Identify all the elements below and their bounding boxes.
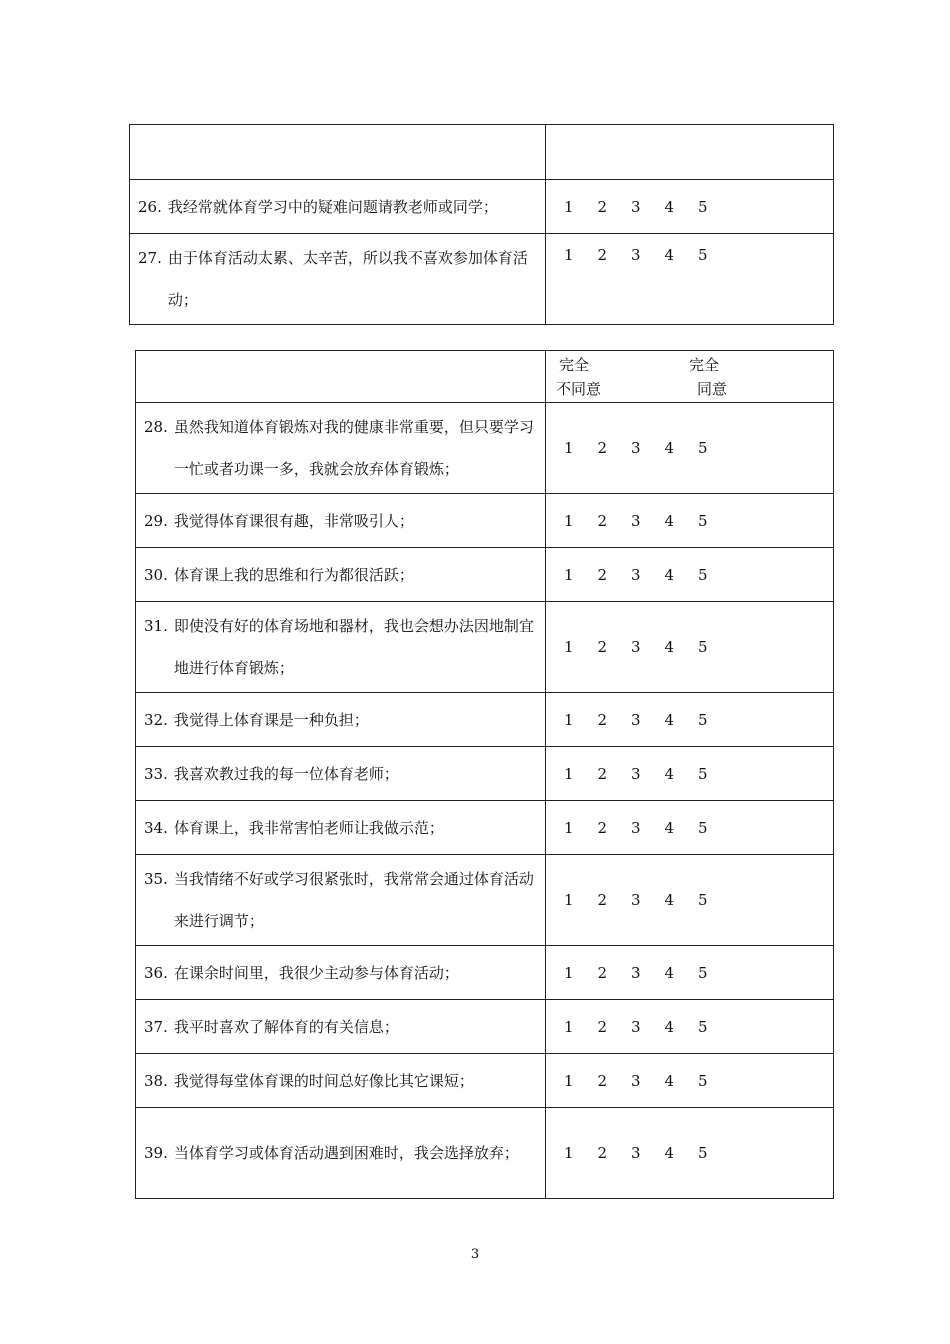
question-cell xyxy=(136,1108,546,1199)
question-number: 30. xyxy=(144,565,168,584)
rating-option[interactable]: 3 xyxy=(631,511,641,530)
question-number: 31. xyxy=(144,617,168,635)
rating-option[interactable]: 3 xyxy=(631,439,641,457)
rating-option[interactable]: 3 xyxy=(631,1071,641,1090)
question-cell xyxy=(136,855,546,946)
question-text: 我觉得上体育课是一种负担； xyxy=(173,710,369,729)
rating-option[interactable]: 1 xyxy=(564,963,574,982)
rating-option[interactable]: 1 xyxy=(564,638,574,656)
rating-cell xyxy=(546,180,834,234)
rating-option[interactable]: 4 xyxy=(664,197,675,216)
rating-option[interactable]: 2 xyxy=(597,764,608,783)
rating-option[interactable]: 5 xyxy=(698,1017,708,1036)
rating-option[interactable]: 3 xyxy=(631,710,641,729)
rating-option[interactable]: 5 xyxy=(698,764,708,783)
blank-header-row xyxy=(130,125,834,180)
scale-right-label-line2: 同意 xyxy=(697,380,728,398)
table-row xyxy=(136,693,834,747)
rating-option[interactable]: 2 xyxy=(597,1071,608,1090)
question-number: 27. xyxy=(138,249,162,267)
rating-option[interactable]: 2 xyxy=(597,710,608,729)
rating-option[interactable]: 2 xyxy=(597,246,608,264)
rating-option[interactable]: 4 xyxy=(664,1071,675,1090)
rating-cell xyxy=(546,403,834,494)
rating-option[interactable]: 1 xyxy=(564,1017,574,1036)
table-row xyxy=(136,855,834,946)
rating-option[interactable]: 4 xyxy=(664,638,675,656)
rating-option[interactable]: 1 xyxy=(564,197,574,216)
question-text: 体育课上我的思维和行为都很活跃； xyxy=(173,565,414,584)
rating-option[interactable]: 2 xyxy=(597,439,608,457)
table-row xyxy=(136,494,834,548)
question-text: 我经常就体育学习中的疑难问题请教老师或同学； xyxy=(167,197,498,216)
question-cell xyxy=(136,403,546,494)
question-number: 37. xyxy=(144,1017,168,1036)
question-number: 26. xyxy=(138,197,162,216)
question-cell xyxy=(136,494,546,548)
question-text: 当我情绪不好或学习很紧张时，我常常会通过体育活动来进行调节； xyxy=(173,870,534,930)
question-cell xyxy=(130,234,546,325)
rating-cell xyxy=(546,747,834,801)
question-number: 29. xyxy=(144,511,168,530)
rating-option[interactable]: 3 xyxy=(631,818,641,837)
rating-cell xyxy=(546,1000,834,1054)
table-row xyxy=(130,234,834,325)
rating-option[interactable]: 4 xyxy=(664,710,675,729)
question-number: 34. xyxy=(144,818,168,837)
blank-cell xyxy=(136,351,546,403)
question-cell xyxy=(136,693,546,747)
rating-cell xyxy=(546,234,834,325)
rating-option[interactable]: 5 xyxy=(698,710,708,729)
rating-option[interactable]: 3 xyxy=(631,246,641,264)
question-text: 我平时喜欢了解体育的有关信息； xyxy=(173,1017,399,1036)
blank-cell xyxy=(546,125,834,180)
scale-right-label-line1: 完全 xyxy=(689,356,720,374)
rating-option[interactable]: 2 xyxy=(597,1017,608,1036)
rating-option[interactable]: 1 xyxy=(564,1144,574,1162)
rating-option[interactable]: 4 xyxy=(664,1144,675,1162)
rating-option[interactable]: 1 xyxy=(564,439,574,457)
rating-option[interactable]: 3 xyxy=(631,891,641,909)
rating-option[interactable]: 4 xyxy=(664,818,675,837)
rating-option[interactable]: 3 xyxy=(631,1017,641,1036)
question-text: 虽然我知道体育锻炼对我的健康非常重要，但只要学习一忙或者功课一多，我就会放弃体育锻炼； xyxy=(173,418,534,478)
table-row xyxy=(136,1000,834,1054)
table-row xyxy=(136,747,834,801)
rating-option[interactable]: 5 xyxy=(698,638,708,656)
rating-option[interactable]: 4 xyxy=(664,764,675,783)
rating-option[interactable]: 3 xyxy=(631,638,641,656)
rating-option[interactable]: 4 xyxy=(664,439,675,457)
rating-cell xyxy=(546,1054,834,1108)
rating-option[interactable]: 2 xyxy=(597,511,608,530)
scale-header-row xyxy=(136,351,834,403)
rating-option[interactable]: 5 xyxy=(698,197,708,216)
question-text: 我喜欢教过我的每一位体育老师； xyxy=(173,764,399,783)
questionnaire-table-2 xyxy=(135,350,834,1199)
rating-option[interactable]: 1 xyxy=(564,246,574,264)
rating-option[interactable]: 4 xyxy=(664,963,675,982)
question-number: 39. xyxy=(144,1144,168,1162)
rating-option[interactable]: 4 xyxy=(664,565,675,584)
page-number: 3 xyxy=(470,1247,480,1262)
question-number: 35. xyxy=(144,870,168,888)
rating-option[interactable]: 1 xyxy=(564,1071,574,1090)
rating-option[interactable]: 3 xyxy=(631,764,641,783)
rating-cell xyxy=(546,855,834,946)
scale-left-label-line1: 完全 xyxy=(559,356,590,374)
rating-option[interactable]: 5 xyxy=(698,1071,708,1090)
rating-option[interactable]: 5 xyxy=(698,818,708,837)
rating-cell xyxy=(546,1108,834,1199)
rating-option[interactable]: 5 xyxy=(698,439,708,457)
question-cell xyxy=(136,946,546,1000)
rating-option[interactable]: 4 xyxy=(664,1017,675,1036)
rating-cell xyxy=(546,693,834,747)
rating-option[interactable]: 2 xyxy=(597,565,608,584)
rating-option[interactable]: 1 xyxy=(564,565,574,584)
scale-left-label-line2: 不同意 xyxy=(556,380,602,398)
table-row xyxy=(136,1108,834,1199)
question-cell xyxy=(136,801,546,855)
rating-option[interactable]: 1 xyxy=(564,818,574,837)
table-row xyxy=(136,602,834,693)
rating-option[interactable]: 4 xyxy=(664,891,675,909)
rating-option[interactable]: 4 xyxy=(664,246,675,264)
rating-option[interactable]: 2 xyxy=(597,638,608,656)
rating-cell xyxy=(546,801,834,855)
rating-option[interactable]: 5 xyxy=(698,963,708,982)
rating-option[interactable]: 3 xyxy=(631,197,641,216)
rating-cell xyxy=(546,946,834,1000)
question-text: 即使没有好的体育场地和器材，我也会想办法因地制宜地进行体育锻炼； xyxy=(173,617,534,677)
rating-option[interactable]: 2 xyxy=(597,197,608,216)
blank-cell xyxy=(130,125,546,180)
table-row xyxy=(136,1054,834,1108)
question-cell xyxy=(136,602,546,693)
question-text: 我觉得每堂体育课的时间总好像比其它课短； xyxy=(173,1071,474,1090)
rating-option[interactable]: 5 xyxy=(698,565,708,584)
rating-option[interactable]: 2 xyxy=(597,891,608,909)
rating-option[interactable]: 2 xyxy=(597,1144,608,1162)
question-number: 36. xyxy=(144,963,168,982)
questionnaire-table-1 xyxy=(129,124,834,325)
question-text: 在课余时间里，我很少主动参与体育活动； xyxy=(173,963,459,982)
rating-cell xyxy=(546,494,834,548)
rating-option[interactable]: 1 xyxy=(564,511,574,530)
rating-cell xyxy=(546,602,834,693)
question-number: 38. xyxy=(144,1071,168,1090)
question-number: 28. xyxy=(144,418,168,436)
table-row xyxy=(136,946,834,1000)
question-cell xyxy=(136,1000,546,1054)
question-cell xyxy=(136,548,546,602)
question-text: 我觉得体育课很有趣，非常吸引人； xyxy=(173,511,414,530)
rating-option[interactable]: 2 xyxy=(597,963,608,982)
question-cell xyxy=(130,180,546,234)
rating-option[interactable]: 3 xyxy=(631,963,641,982)
scale-header-cell xyxy=(546,351,834,403)
rating-cell xyxy=(546,548,834,602)
question-cell xyxy=(136,747,546,801)
rating-option[interactable]: 5 xyxy=(698,511,708,530)
table-row xyxy=(130,180,834,234)
question-number: 33. xyxy=(144,764,168,783)
question-text: 当体育学习或体育活动遇到困难时，我会选择放弃； xyxy=(173,1144,519,1162)
rating-option[interactable]: 1 xyxy=(564,710,574,729)
rating-option[interactable]: 4 xyxy=(664,511,675,530)
question-number: 32. xyxy=(144,710,168,729)
rating-option[interactable]: 1 xyxy=(564,764,574,783)
question-text: 体育课上，我非常害怕老师让我做示范； xyxy=(173,818,444,837)
question-cell xyxy=(136,1054,546,1108)
rating-option[interactable]: 5 xyxy=(698,891,708,909)
rating-option[interactable]: 3 xyxy=(631,1144,641,1162)
table-row xyxy=(136,548,834,602)
question-text: 由于体育活动太累、太辛苦，所以我不喜欢参加体育活动； xyxy=(167,249,528,309)
rating-option[interactable]: 1 xyxy=(564,891,574,909)
table-row xyxy=(136,801,834,855)
rating-option[interactable]: 3 xyxy=(631,565,641,584)
rating-option[interactable]: 5 xyxy=(698,246,708,264)
rating-option[interactable]: 5 xyxy=(698,1144,708,1162)
rating-option[interactable]: 2 xyxy=(597,818,608,837)
table-row xyxy=(136,403,834,494)
